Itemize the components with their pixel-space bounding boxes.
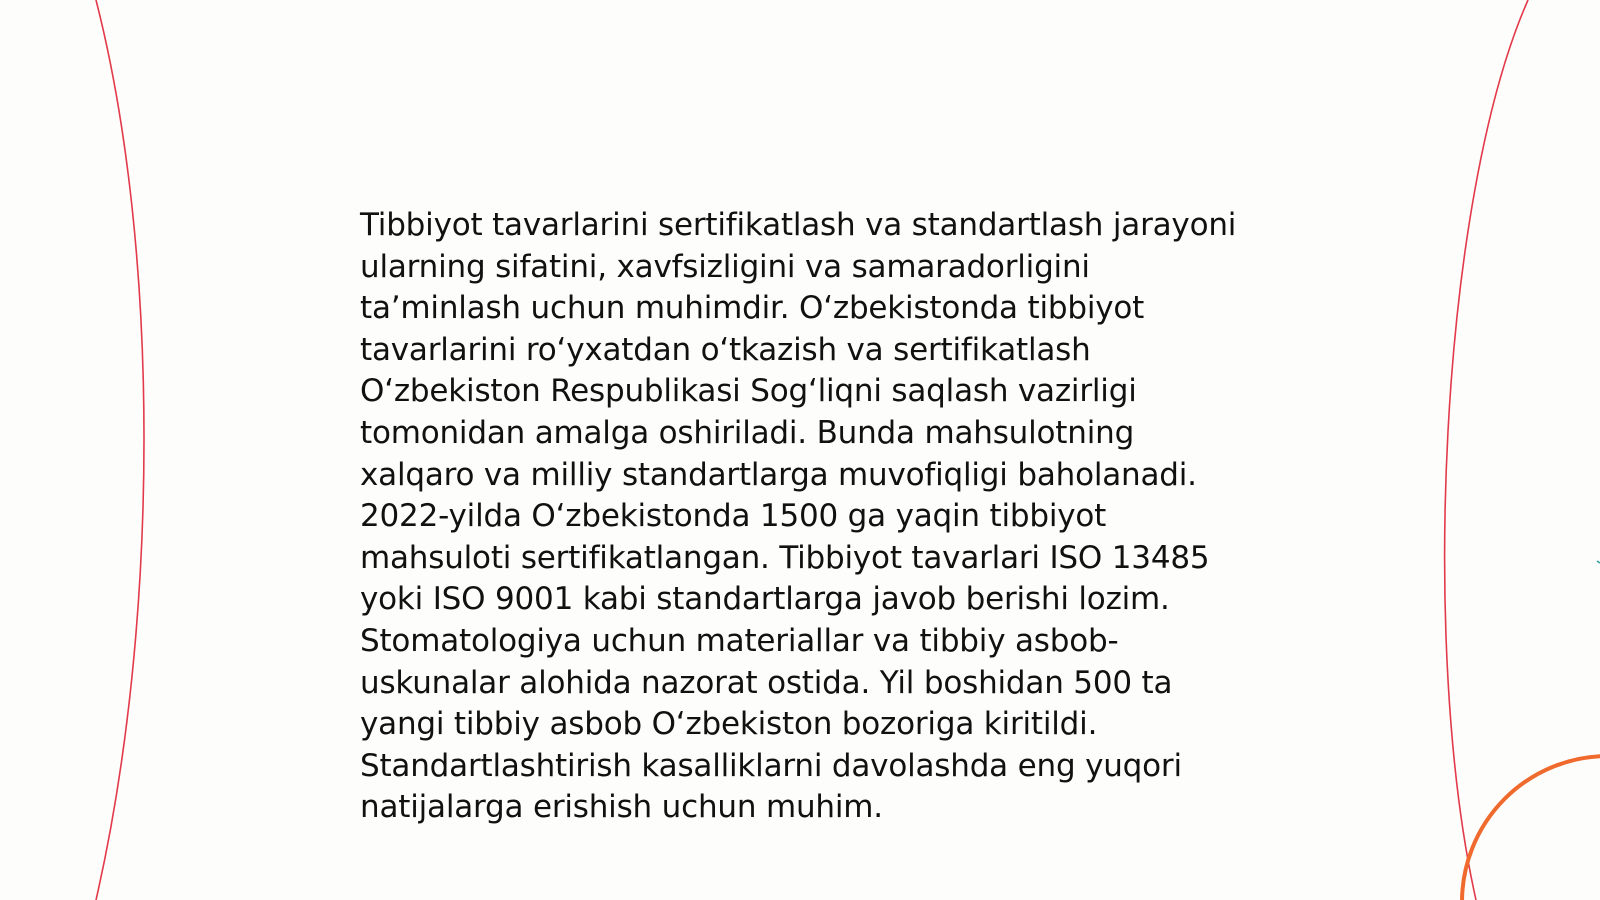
orange-arc	[1462, 756, 1600, 900]
left-red-curve	[96, 0, 144, 900]
right-red-curve	[1445, 0, 1528, 900]
body-paragraph: Tibbiyot tavarlarini sertifikatlash va standartlash jarayoni ularning sifatini, xavfsizligini va samaradorligini ta’minlash uchun muhimdir. O‘zbekistonda tibbiyot tavarlarini ro‘yxatdan o‘tkazish va sertifikatlash O‘zbekiston Respublikasi Sog‘liqni saqlash vazirligi tomonidan amalga oshiriladi. Bunda mahsulotning xalqaro va milliy standartlarga muvofiqligi baholanadi. 2022-yilda O‘zbekistonda 1500 ga yaqin tibbiyot mahsuloti sertifikatlangan. Tibbiyot tavarlari ISO 13485 yoki ISO 9001 kabi standartlarga javob berishi lozim. Stomatologiya uchun materiallar va tibbiy asbob-uskunalar alohida nazorat ostida. Yil boshidan 500 ta yangi tibbiy asbob O‘zbekiston bozoriga kiritildi. Standartlashtirish kasalliklarni davolashda eng yuqori natijalarga erishish uchun muhim.	[360, 207, 1237, 826]
